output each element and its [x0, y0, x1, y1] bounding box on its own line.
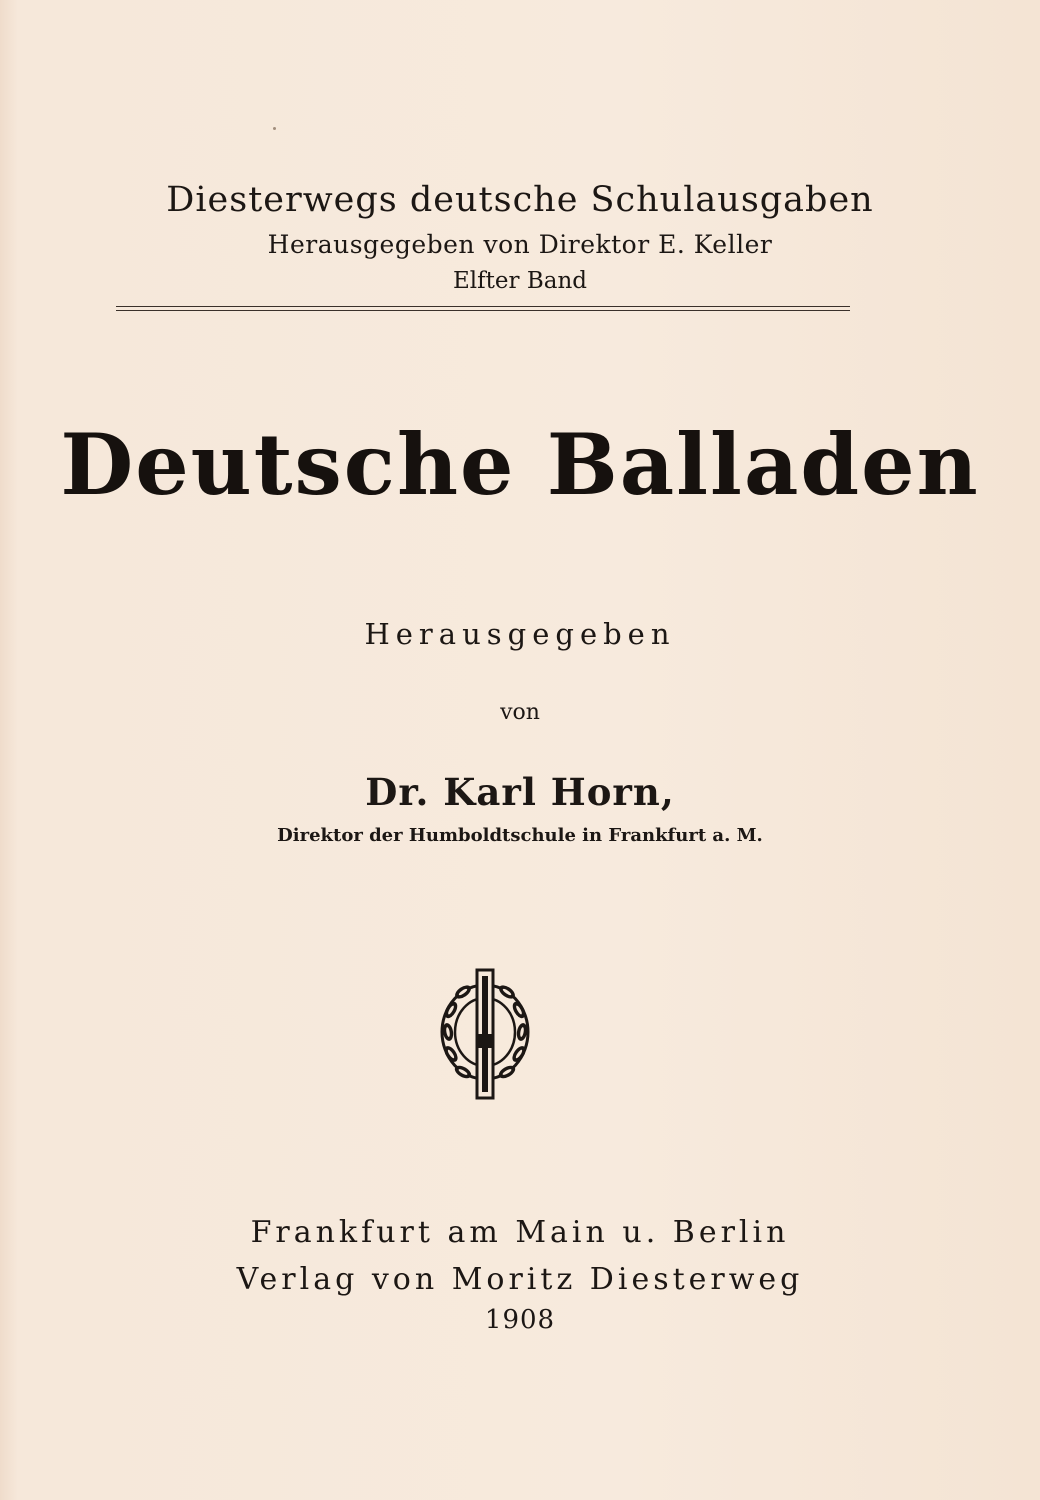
series-title: Diesterwegs deutsche Schulausgaben: [166, 180, 874, 220]
author-name: Dr. Karl Horn,: [365, 770, 675, 814]
publisher-wreath-emblem-icon: [433, 968, 537, 1100]
imprint-publisher: Verlag von Moritz Diesterweg: [236, 1262, 804, 1297]
series-editor: Herausgegeben von Direktor E. Keller: [267, 230, 773, 259]
imprint-year: 1908: [484, 1305, 556, 1335]
edited-label: Herausgegeben: [364, 617, 676, 651]
double-rule: [116, 306, 850, 311]
author-affiliation: Direktor der Humboldtschule in Frankfurt a. M.: [277, 825, 763, 846]
book-title: Deutsche Balladen: [60, 415, 980, 514]
volume-number: Elfter Band: [453, 268, 587, 294]
by-label: von: [500, 700, 540, 725]
imprint-place: Frankfurt am Main u. Berlin: [250, 1215, 790, 1250]
paper-speck: [273, 127, 276, 130]
